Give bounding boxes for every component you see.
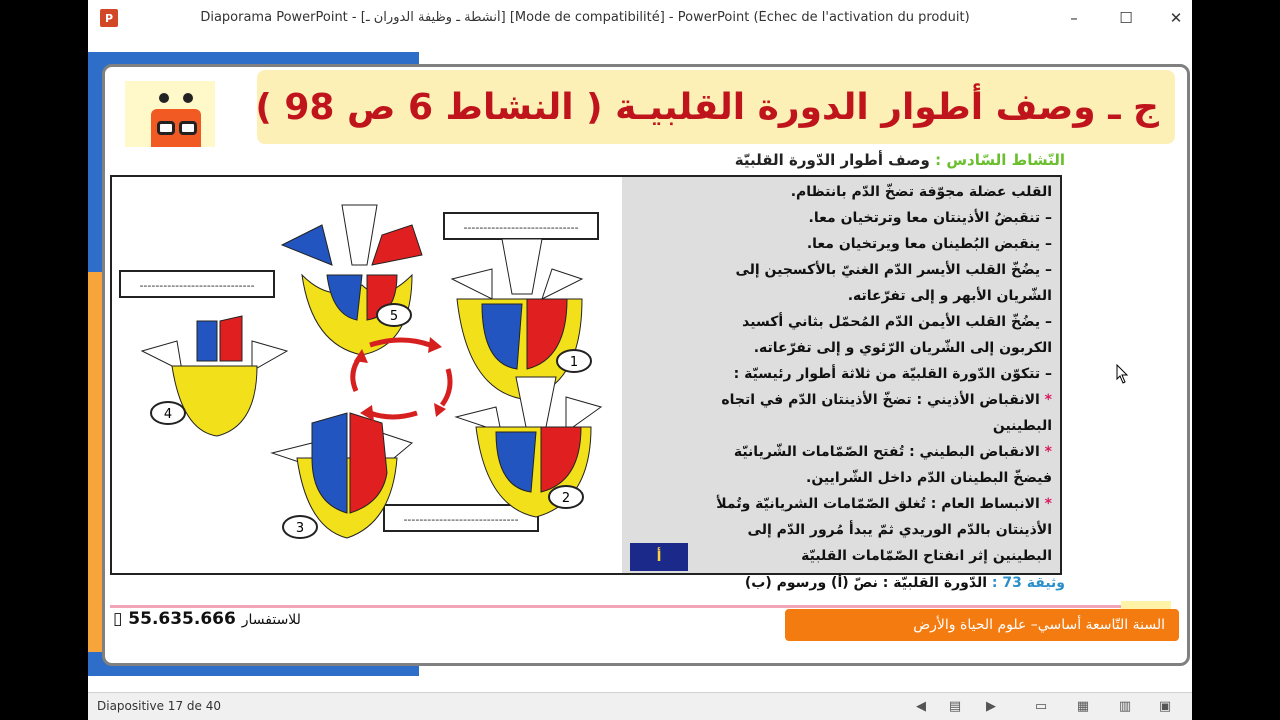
text-line: الشّريان الأبهر و إلى تفرّعاته.	[847, 288, 1052, 304]
text-a-badge: أ	[630, 543, 688, 571]
phase-line: البطينين إثر انفتاح الصّمّامات القلبيّة	[801, 548, 1052, 564]
slide-accent-strip	[88, 272, 102, 652]
svg-text:3: 3	[295, 521, 305, 536]
powerpoint-window	[88, 0, 1192, 720]
next-icon[interactable]: ▶	[986, 698, 996, 714]
bullet-star-icon: *	[1044, 496, 1052, 512]
diagram-number-4	[151, 402, 185, 424]
footer-text: السنة التّاسعة أساسي– علوم الحياة والأرض	[913, 617, 1165, 633]
slide-counter: Diapositive 17 de 40	[97, 699, 221, 713]
document-text-panel	[622, 177, 1060, 573]
close-button[interactable]: ✕	[1169, 9, 1183, 27]
maximize-button[interactable]: ☐	[1119, 9, 1133, 27]
antenna-icon	[183, 93, 193, 103]
divider	[110, 605, 1170, 608]
document-caption	[625, 575, 1065, 591]
slide	[102, 64, 1190, 666]
caption-doc-number: وثيقة 73 :	[991, 575, 1065, 591]
title-banner	[257, 70, 1175, 144]
powerpoint-icon: P	[100, 9, 118, 27]
glasses-icon	[157, 121, 175, 135]
contact-label: للاستفسار	[241, 612, 301, 628]
text-line: – تتكوّن الدّورة القلبيّة من ثلاثة أطوار رئيسيّة :	[733, 366, 1052, 382]
activity-label: النّشاط السّادس :	[935, 151, 1065, 169]
text-line: الكربون إلى الشّريان الرّئوي و إلى تفرّعاته.	[753, 340, 1052, 356]
slideshow-icon[interactable]: ▣	[1158, 698, 1172, 714]
text-line: – يضُخّ القلب الأيسر الدّم الغنيّ بالأكسجين إلى	[735, 262, 1052, 278]
slide-sorter-icon[interactable]: ▦	[1076, 698, 1090, 714]
bullet-star-icon: *	[1044, 444, 1052, 460]
previous-icon[interactable]: ◀	[916, 698, 926, 714]
activity-title: وصف أطوار الدّورة القلبيّة	[734, 151, 930, 169]
minimize-button[interactable]: –	[1070, 9, 1078, 27]
phase-line: * الانقباض الأذيني : تضخّ الأذينتان الدّم في اتجاه	[721, 392, 1052, 408]
blank-label: -----------------------------	[139, 279, 255, 292]
reading-view-icon[interactable]: ▥	[1118, 698, 1132, 714]
bullet-star-icon: *	[1044, 392, 1052, 408]
blank-label: -----------------------------	[463, 221, 579, 234]
svg-text:4: 4	[163, 407, 173, 422]
phase-line: * الانبساط العام : تُغلق الصّمّامات الشريانيّة وتُملأ	[716, 496, 1052, 512]
antenna-icon	[159, 93, 169, 103]
slide-title: ج ـ وصف أطوار الدورة القلبيـة ( النشاط 6 ص 98 )	[255, 86, 1159, 128]
text-line: – ينقبض البُطينان معا ويرتخيان معا.	[806, 236, 1052, 252]
menu-icon[interactable]: ▤	[948, 698, 962, 714]
window-title: Diaporama PowerPoint - [أنشطة ـ وظيفة الدوران ـ] [Mode de compatibilité] - PowerPoint (Échec de l'activation du produit)	[200, 10, 970, 25]
document-frame	[110, 175, 1062, 575]
phase-line: الأذينتان بالدّم الوريدي ثمّ يبدأ مُرور الدّم إلى	[747, 522, 1052, 538]
mouse-cursor-icon	[1116, 364, 1130, 384]
svg-text:5: 5	[389, 309, 399, 324]
contact-number: 55.635.666	[128, 609, 236, 629]
diagram-number-1	[557, 350, 591, 372]
blank-label: -----------------------------	[403, 513, 519, 526]
phase-line: البطينين	[992, 418, 1052, 434]
heart-icon	[452, 239, 582, 399]
status-bar	[88, 692, 1192, 720]
diagram-number-2	[549, 486, 583, 508]
footer-banner	[785, 609, 1179, 641]
contact-glyph: ▯	[113, 609, 123, 629]
slideshow-area[interactable]	[88, 52, 1192, 676]
caption-text: الدّورة القلبيّة : نصّ (أ) ورسوم (ب)	[744, 575, 988, 591]
normal-view-icon[interactable]: ▭	[1034, 698, 1048, 714]
mascot-logo	[125, 81, 215, 147]
text-line: – تنقبضُ الأذينتان معا وترتخيان معا.	[808, 210, 1052, 226]
svg-text:2: 2	[561, 491, 571, 506]
svg-text:1: 1	[569, 355, 579, 370]
diagram-number-3	[283, 516, 317, 538]
glasses-icon	[179, 121, 197, 135]
contact-info	[113, 609, 301, 629]
text-line: القلب عضلة مجوّفة تضخّ الدّم بانتظام.	[790, 184, 1052, 200]
activity-heading	[625, 151, 1065, 169]
title-bar	[88, 0, 1192, 36]
phase-line: فيضخّ البطينان الدّم داخل الشّرايين.	[806, 470, 1052, 486]
diagram-number-5	[377, 304, 411, 326]
heart-cycle-diagram	[112, 177, 622, 573]
text-line: – يضُخّ القلب الأيمن الدّم المُحمّل بثاني أكسيد	[742, 314, 1052, 330]
heart-icon	[282, 205, 422, 355]
phase-line: * الانقباض البطيني : تُفتح الصّمّامات الشّريانيّة	[733, 444, 1052, 460]
